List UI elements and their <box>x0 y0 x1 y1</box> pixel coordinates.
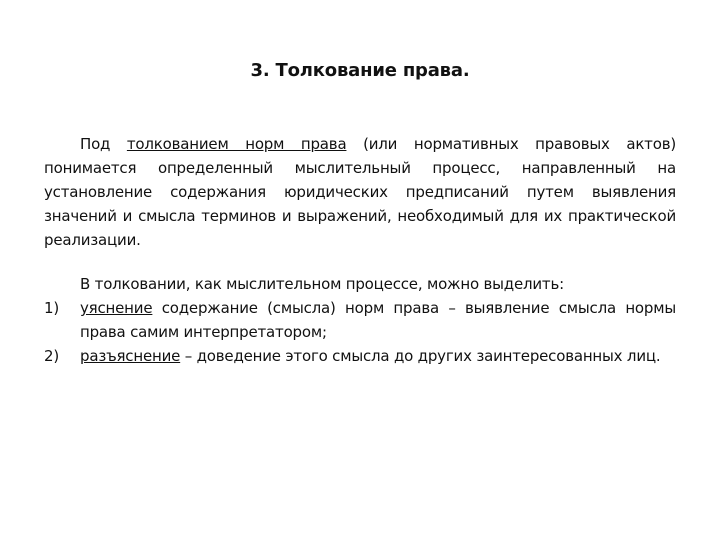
list-item-description: – доведение этого смысла до других заинтересованных лиц. <box>180 347 661 365</box>
list-item <box>44 344 676 368</box>
list-item-term: разъяснение <box>80 347 181 365</box>
definition-lead: Под <box>80 135 127 153</box>
list-item-number: 2) <box>44 347 59 365</box>
list-item-text <box>80 296 676 344</box>
list-item-description: содержание (смысла) норм права – выявление смысла нормы права самим интерпретатором; <box>80 299 676 341</box>
list-item <box>44 296 676 344</box>
slide-title: 3. Толкование права. <box>250 60 470 81</box>
paragraph-spacer <box>44 252 676 272</box>
list-item-term: уяснение <box>80 299 153 317</box>
list-lead: В толковании, как мыслительном процессе, можно выделить: <box>80 275 564 293</box>
slide-body <box>44 132 676 368</box>
list-item-text <box>80 344 676 368</box>
definition-term: толкованием норм права <box>126 135 347 153</box>
definition-text: (или нормативных правовых актов) понимается определенный мыслительный процесс, направленный на установление содержания юридических предписаний путем выявления значений и смысла терминов и выражений, необходимый для их практической реализации. <box>44 135 676 249</box>
definition-paragraph <box>44 132 676 252</box>
list-item-number: 1) <box>44 299 59 317</box>
interpretation-list <box>44 296 676 368</box>
